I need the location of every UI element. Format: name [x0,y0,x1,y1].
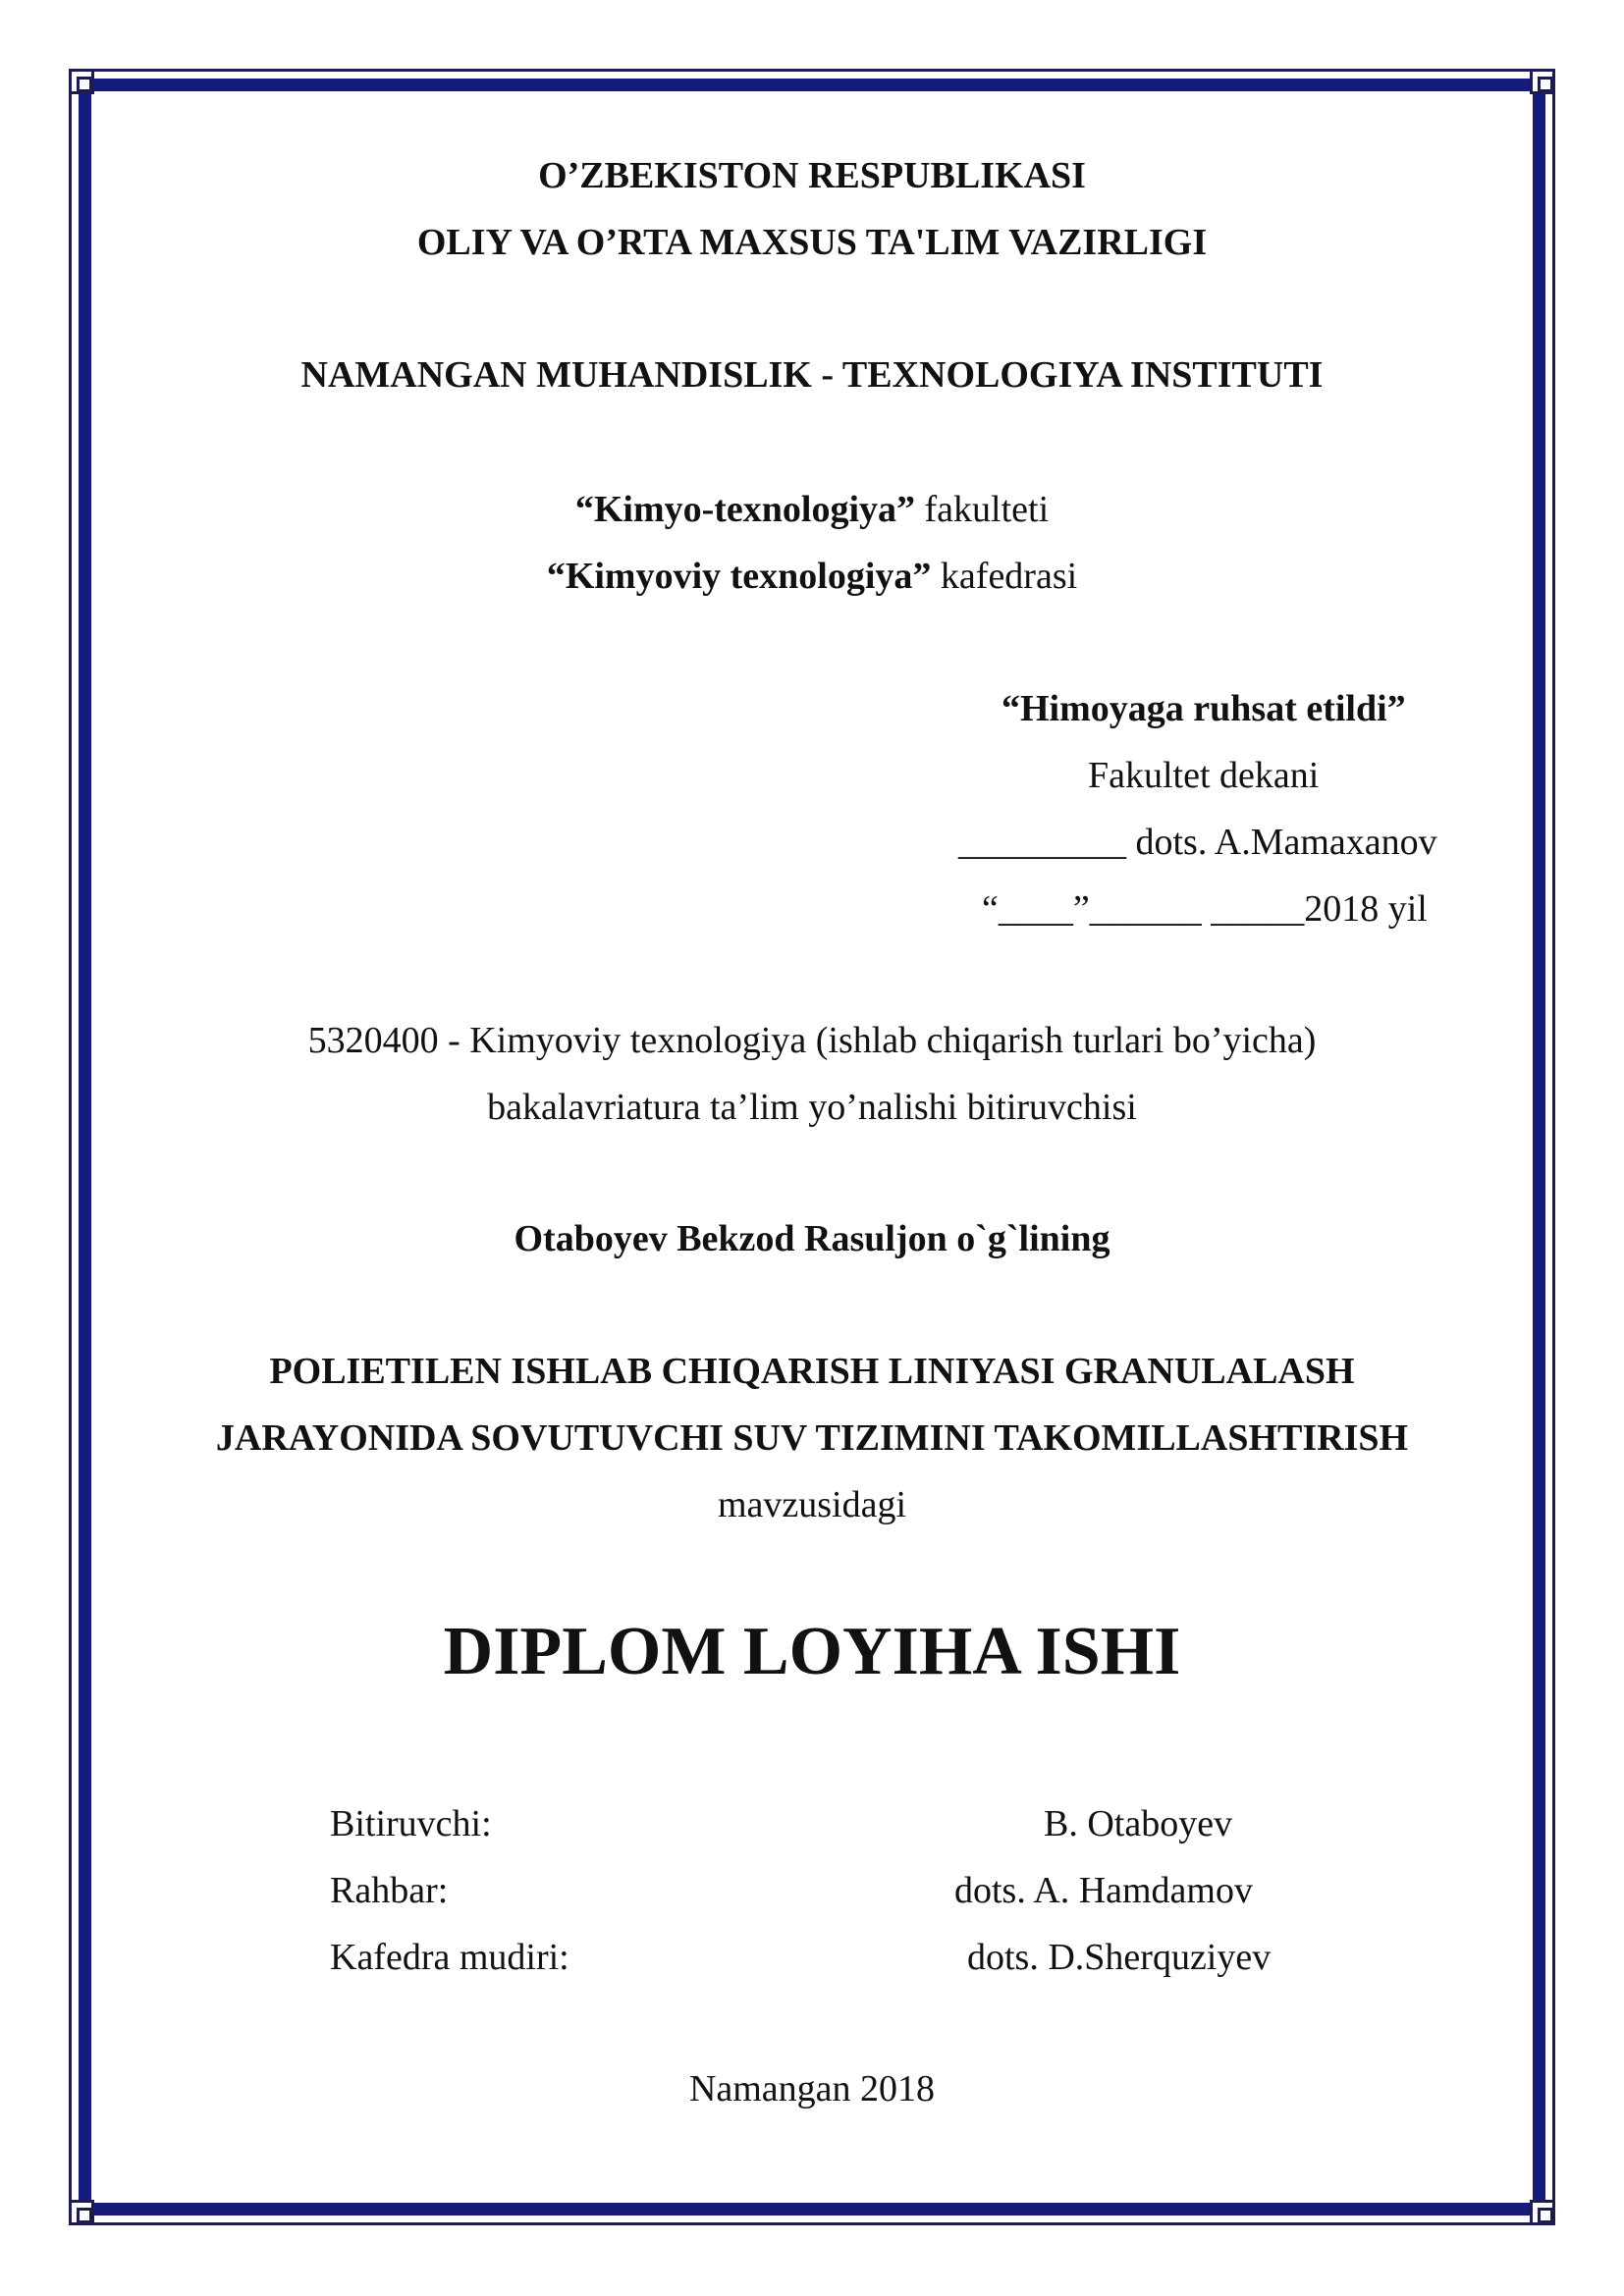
institute-heading: NAMANGAN MUHANDISLIK - TEXNOLOGIYA INSTITUTI [300,354,1324,396]
border-corner-ornament [69,2200,94,2225]
footer-place-year: Namangan 2018 [688,2068,936,2109]
signatory-name-head-of-department: dots. D.Sherquziyev [967,1937,1272,1978]
faculty-suffix: fakulteti [915,489,1050,530]
border-corner-ornament [69,69,94,94]
approval-date-line: “____”______ _____2018 yil [982,888,1428,930]
signatory-name-supervisor: dots. A. Hamdamov [954,1870,1253,1911]
approval-signature-line: _________ dots. A.Mamaxanov [958,822,1437,863]
signatory-role-head-of-department: Kafedra mudiri: [330,1937,569,1978]
topic-line-1: POLIETILEN ISHLAB CHIQARISH LINIYASI GRANULALASH [269,1351,1355,1392]
page-border-inner [79,79,1545,2216]
signatory-role-graduate: Bitiruvchi: [330,1803,492,1844]
topic-suffix: mavzusidagi [717,1484,907,1525]
program-line-1: 5320400 - Kimyoviy texnologiya (ishlab chiqarish turlari bo’yicha) [307,1020,1317,1061]
republic-heading: O’ZBEKISTON RESPUBLIKASI [538,155,1086,196]
approval-role: Fakultet dekani [1088,755,1320,796]
document-title: DIPLOM LOYIHA ISHI [443,1614,1181,1689]
student-name: Otaboyev Bekzod Rasuljon o`g`lining [514,1218,1110,1259]
faculty-line [0,486,1624,533]
signatory-role-supervisor: Rahbar: [330,1870,449,1911]
faculty-name: “Kimyo-texnologiya” [574,489,916,530]
approval-heading: “Himoyaga ruhsat etildi” [1001,688,1406,729]
department-name: “Kimyoviy texnologiya” [546,556,932,597]
border-corner-ornament [1530,69,1555,94]
department-line [0,553,1624,600]
department-suffix: kafedrasi [931,556,1078,597]
program-line-2: bakalavriatura ta’lim yo’nalishi bitiruvchisi [487,1087,1137,1128]
topic-line-2: JARAYONIDA SOVUTUVCHI SUV TIZIMINI TAKOMILLASHTIRISH [215,1417,1409,1459]
border-corner-ornament [1530,2200,1555,2225]
signatory-name-graduate: B. Otaboyev [1044,1803,1233,1844]
ministry-heading: OLIY VA O’RTA MAXSUS TA'LIM VAZIRLIGI [416,222,1208,263]
